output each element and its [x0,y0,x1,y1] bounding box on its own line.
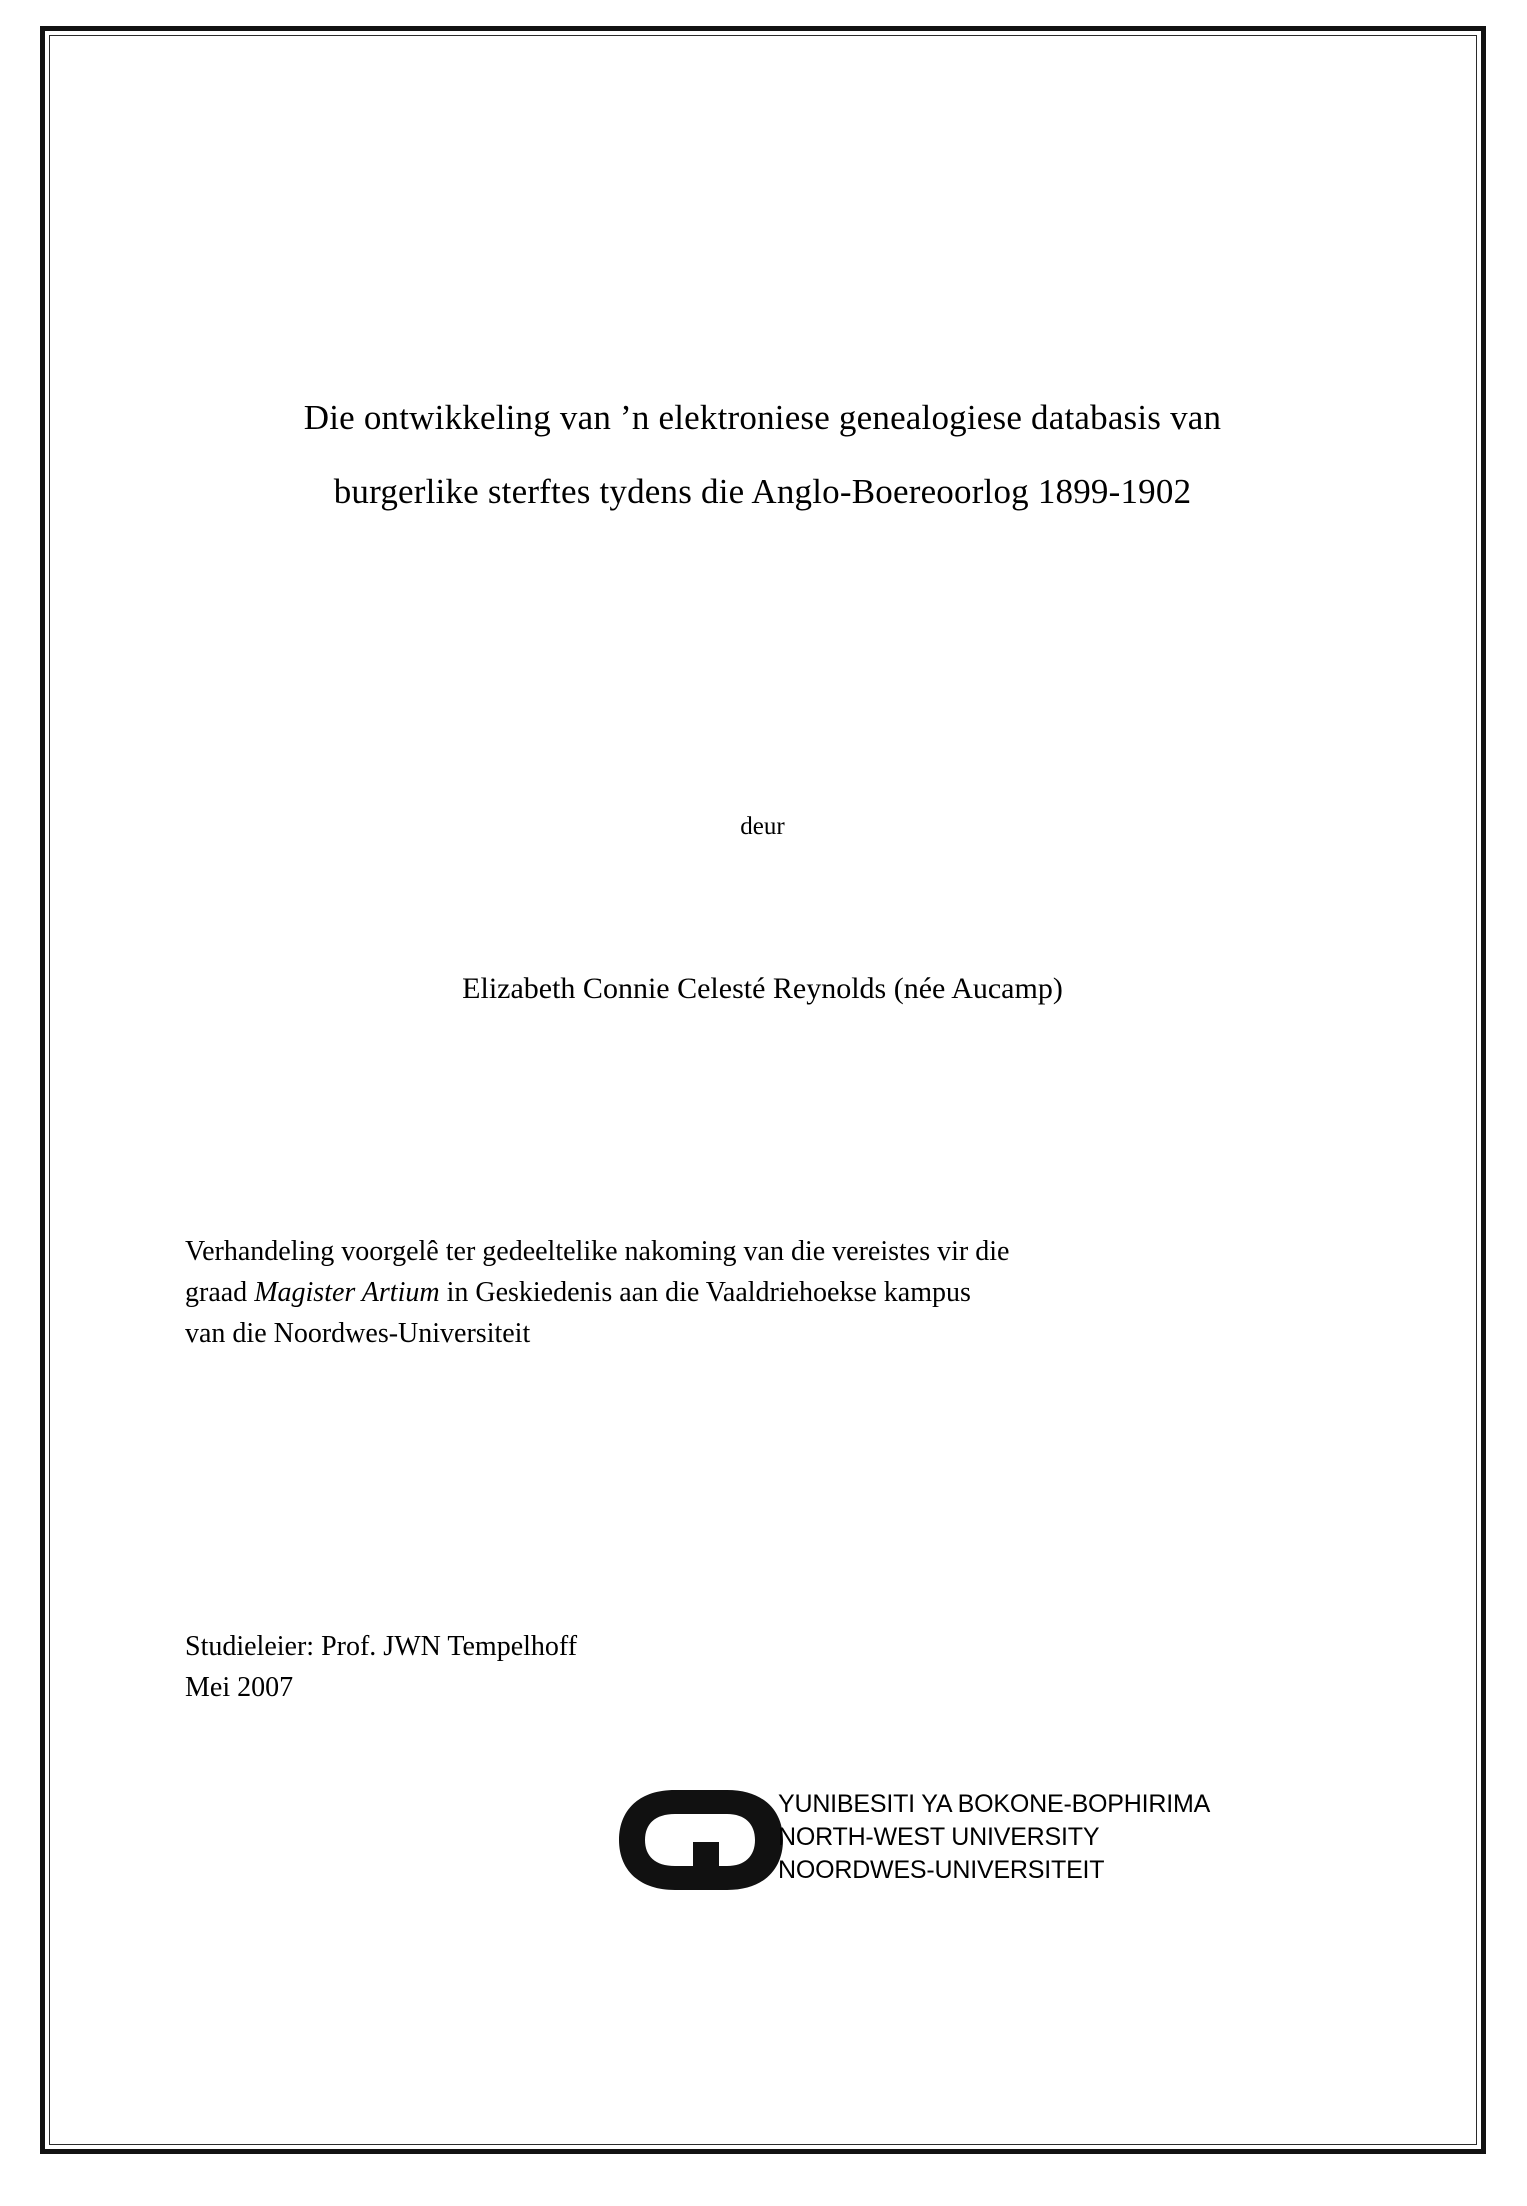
logo-text-block [778,1788,1210,1887]
date-line: Mei 2007 [185,1672,294,1703]
logo-text-line-2: NORTH-WEST UNIVERSITY [778,1823,1100,1851]
title-page-content [185,26,1340,2154]
supervisor-and-date [185,1626,577,1708]
degree-statement-line-1: Verhandeling voorgelê ter gedeeltelike nakoming van die vereistes vir die [185,1236,1010,1267]
supervisor-line: Studieleier: Prof. JWN Tempelhoff [185,1631,578,1662]
degree-statement-line-2 [185,1272,1345,1313]
degree-statement-line-3: van die Noordwes-Universiteit [185,1318,531,1349]
title-line-1: Die ontwikkeling van ’n elektroniese genealogiese databasis van [303,398,1222,437]
author-name: Elizabeth Connie Celesté Reynolds (née Aucamp) [462,972,1063,1005]
degree-statement-line-2-suffix: in Geskiedenis aan die Vaaldriehoekse kampus [439,1277,971,1308]
logo-text-line-3: NOORDWES-UNIVERSITEIT [778,1856,1105,1884]
degree-statement-line-2-prefix: graad [185,1277,255,1308]
title-line-2: burgerlike sterftes tydens die Anglo-Boereoorlog 1899-1902 [333,472,1192,511]
degree-statement [185,1231,1345,1354]
logo-text-line-1: YUNIBESITI YA BOKONE-BOPHIRIMA [778,1790,1211,1818]
degree-name-italic: Magister Artium [254,1277,440,1308]
by-label: deur [740,813,785,840]
page-title [185,381,1340,529]
university-logo [615,1776,1255,1906]
